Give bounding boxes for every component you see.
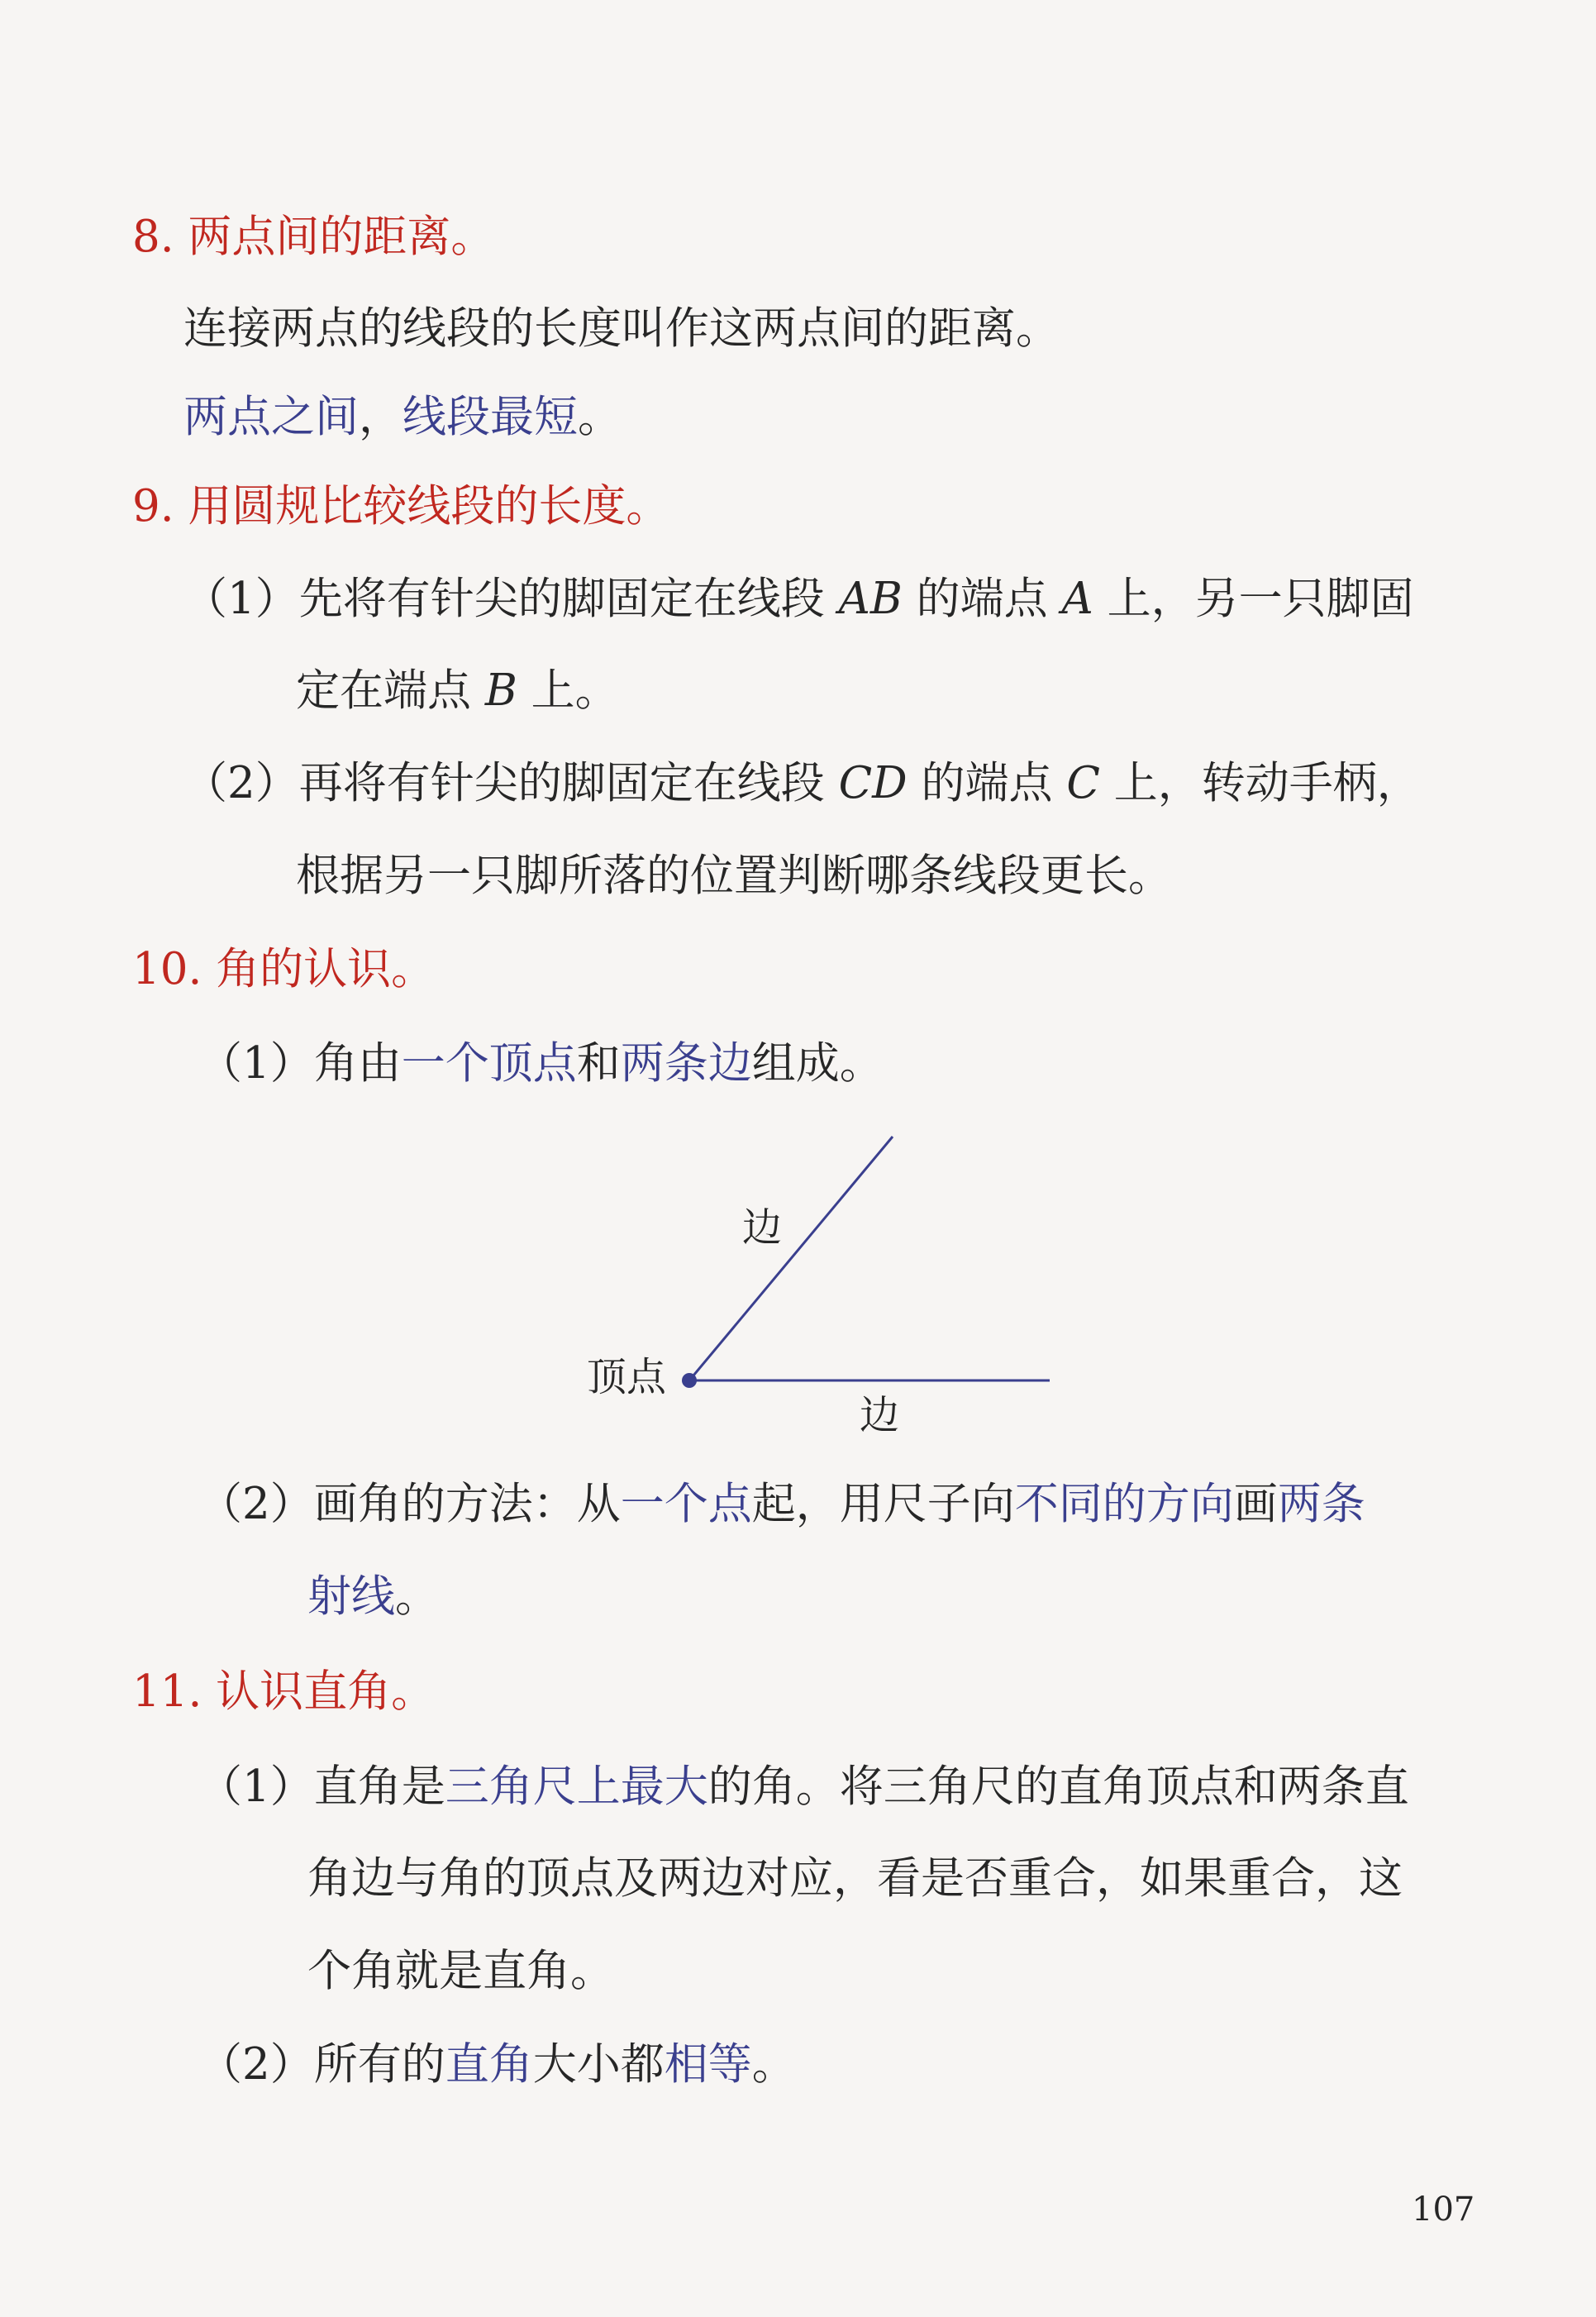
drawing-method-cont <box>307 1568 439 1626</box>
heading-8: 8. 两点间的距离。 <box>132 212 495 262</box>
upper-side-ray <box>689 1137 893 1380</box>
highlight-direction: 不同的方向 <box>1014 1479 1234 1529</box>
text-c: 大小都 <box>532 2039 665 2090</box>
fact-separator: ， <box>359 392 403 442</box>
vertex-label: 顶点 <box>587 1354 667 1400</box>
text-e: 画 <box>1233 1479 1278 1529</box>
point-a: A <box>1061 574 1093 624</box>
step-1-text-a: 先将有针尖的脚固定在线段 <box>298 574 839 624</box>
highlight-vertex: 一个顶点 <box>401 1038 577 1089</box>
text-a: 直角是 <box>313 1762 445 1812</box>
segment-cd: CD <box>838 758 908 808</box>
item-number: （2） <box>198 2039 314 2090</box>
lower-side-label: 边 <box>860 1392 900 1438</box>
fact-part-b: 线段最短 <box>403 392 578 442</box>
point-c: C <box>1066 758 1100 808</box>
item-number: （1） <box>198 1038 314 1089</box>
heading-10: 10. 角的认识。 <box>132 944 436 994</box>
text-c: 起，用尺子向 <box>751 1479 1015 1529</box>
distance-definition: 连接两点的线段的长度叫作这两点间的距离。 <box>183 303 1060 354</box>
highlight-largest: 三角尺上最大 <box>445 1762 708 1812</box>
step-2-text-a: 再将有针尖的脚固定在线段 <box>298 758 839 808</box>
step-2-text-b: 的端点 <box>907 758 1067 808</box>
item-number: （1） <box>198 1762 314 1812</box>
right-angles-equal <box>198 2036 796 2094</box>
step-1-line2-b: 上。 <box>517 665 619 716</box>
fact-end: 。 <box>578 392 622 442</box>
text-c: 的角。将三角尺的直角顶点和两条直 <box>707 1762 1409 1812</box>
drawing-method <box>198 1476 1365 1533</box>
step-1-text-b: 的端点 <box>902 574 1062 624</box>
text-e: 组成。 <box>751 1038 884 1089</box>
text-a: 所有的 <box>313 2039 445 2090</box>
text-e: 。 <box>751 2039 796 2090</box>
compass-step-2-cont: 根据另一只脚所落的位置判断哪条线段更长。 <box>296 851 1172 901</box>
highlight-sides: 两条边 <box>620 1038 752 1089</box>
heading-11: 11. 认识直角。 <box>132 1666 436 1717</box>
item-number: （2） <box>198 1479 314 1529</box>
vertex-dot <box>682 1373 697 1388</box>
text-c: 和 <box>576 1038 621 1089</box>
segment-ab: AB <box>838 574 903 624</box>
right-angle-check-cont-2: 个角就是直角。 <box>307 1946 614 1996</box>
highlight-two: 两条 <box>1277 1479 1365 1529</box>
step-1-line2-a: 定在端点 <box>296 665 485 716</box>
highlight-rays: 射线 <box>307 1571 395 1622</box>
highlight-equal: 相等 <box>664 2039 752 2090</box>
text-a: 角由 <box>313 1038 402 1089</box>
highlight-point: 一个点 <box>620 1479 752 1529</box>
step-1-text-c: 上，另一只脚固 <box>1093 574 1414 624</box>
highlight-right-angle: 直角 <box>445 2039 533 2090</box>
right-angle-check-cont-1: 角边与角的顶点及两边对应，看是否重合，如果重合，这 <box>307 1853 1403 1904</box>
point-b: B <box>484 665 517 716</box>
step-1-number: （1） <box>183 574 299 624</box>
heading-9: 9. 用圆规比较线段的长度。 <box>132 481 670 532</box>
text-end: 。 <box>395 1571 439 1622</box>
upper-side-label: 边 <box>742 1204 783 1251</box>
fact-part-a: 两点之间 <box>183 392 359 442</box>
step-2-number: （2） <box>183 758 299 808</box>
step-2-text-c: 上，转动手柄， <box>1099 758 1421 808</box>
right-angle-check <box>198 1758 1409 1816</box>
text-a: 画角的方法：从 <box>313 1479 621 1529</box>
page-number: 107 <box>1412 2191 1475 2229</box>
